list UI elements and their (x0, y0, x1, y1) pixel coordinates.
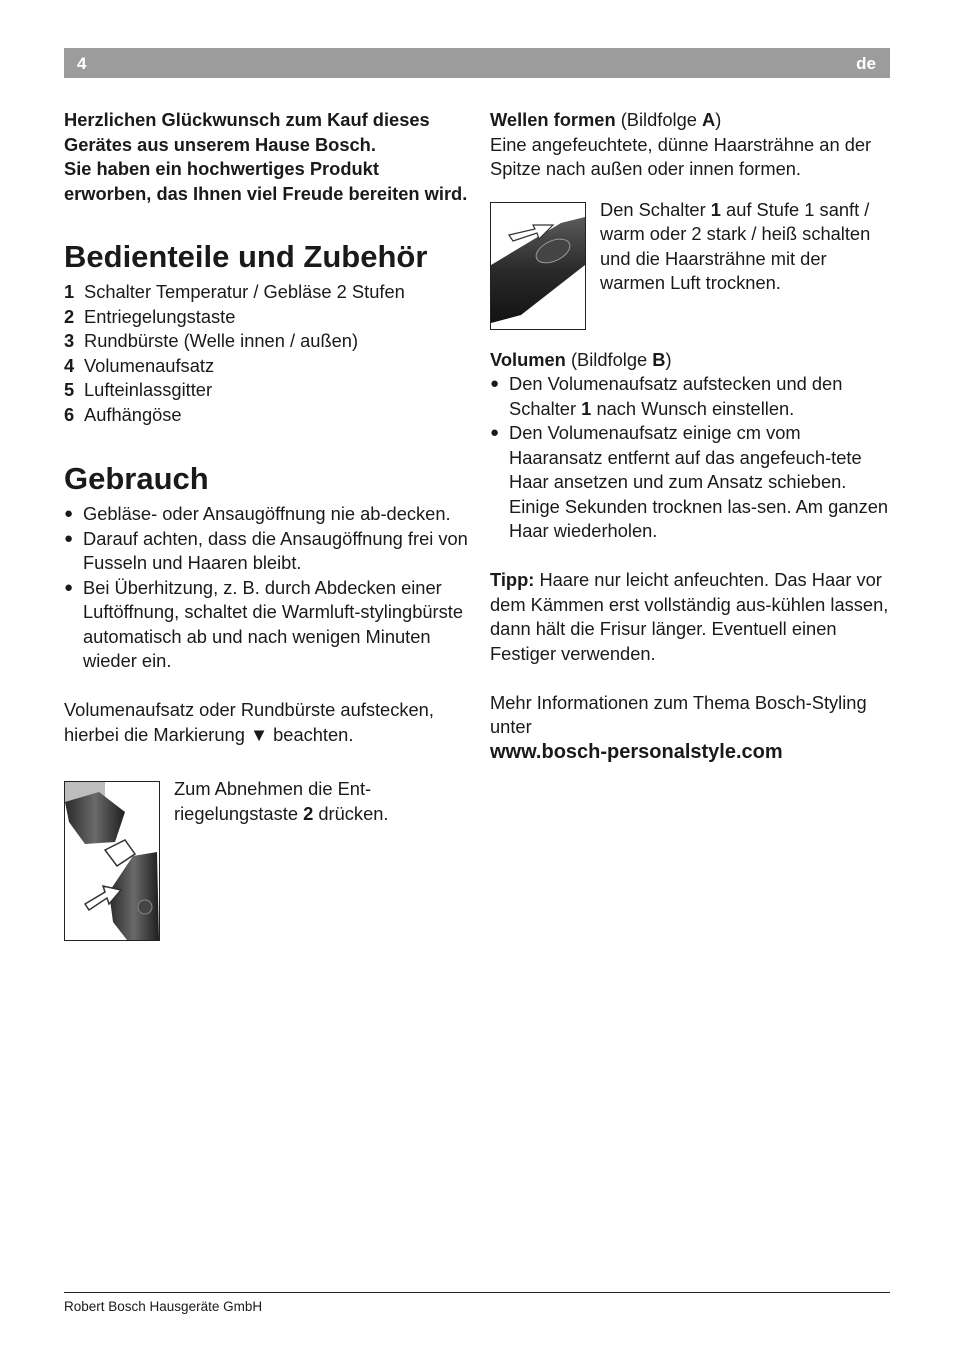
release-figure-row (64, 777, 468, 945)
left-column (64, 108, 468, 945)
item-label: Rundbürste (Welle innen / außen) (84, 330, 359, 351)
waves-description: Eine angefeuchtete, dünne Haarsträhne an der Spitze nach außen oder innen formen. (490, 133, 872, 179)
item-label: Aufhängöse (84, 403, 182, 425)
item-number: 2 (64, 305, 75, 327)
intro-congrats: Herzlichen Glückwunsch zum Kauf dieses Gerätes aus unserem Hause Bosch. (64, 109, 430, 155)
website-link[interactable]: www.bosch-personalstyle.com (490, 740, 783, 763)
list-item (64, 305, 468, 330)
waves-title: Wellen formen (490, 109, 616, 130)
release-illustration (64, 781, 160, 941)
usage-bullet: ● Darauf achten, dass die Ansaugöffnung frei von Fusseln und Haaren bleibt. (64, 527, 468, 576)
item-number: 1 (64, 281, 75, 302)
list-item (64, 329, 468, 354)
intro-product: Sie haben ein hochwertiges Produkt erworben, das Ihnen viel Freude bereiten wird. (64, 158, 468, 204)
usage-bullet: ● Bei Überhitzung, z. B. durch Abdecken einer Luftöffnung, schaltet die Warmluft-stylingbürste automatisch ab und nach wenigen Minuten wieder ein. (64, 576, 468, 674)
controls-heading: Bedienteile und Zubehör (64, 239, 428, 274)
usage-bullet: ● Gebläse- oder Ansaugöffnung nie ab-decken. (64, 502, 468, 527)
attach-instructions: Volumenaufsatz oder Rundbürste aufstecken, hierbei die Markierung ▼ beachten. (64, 699, 434, 745)
item-label: Lufteinlassgitter (84, 379, 213, 400)
waves-figure-row (490, 198, 894, 348)
tip-label: Tipp: (490, 569, 535, 590)
list-item (64, 378, 468, 403)
switch-instructions: Den Schalter 1 auf Stufe 1 sanft / warm oder 2 stark / heiß schalten und die Haarsträhne mit der warmen Luft trocknen. (600, 198, 871, 293)
footer-company: Robert Bosch Hausgeräte GmbH (64, 1299, 263, 1314)
usage-list (64, 502, 468, 674)
page-number: 4 (77, 54, 87, 73)
item-label: Schalter Temperatur / Gebläse 2 Stufen (84, 281, 405, 302)
header-bar (64, 48, 890, 78)
footer-divider (64, 1292, 890, 1293)
volume-list (490, 372, 894, 544)
volume-bullet: ● Den Volumenaufsatz aufstecken und den Schalter 1 nach Wunsch einstellen. (490, 372, 894, 421)
list-item (64, 354, 468, 379)
list-item (64, 403, 468, 428)
right-column (490, 108, 894, 764)
item-number: 4 (64, 354, 75, 376)
controls-list (64, 280, 468, 427)
list-item (64, 280, 468, 305)
switch-illustration (490, 202, 586, 330)
item-label: Entriegelungstaste (84, 305, 236, 327)
volume-title-line: Volumen (Bildfolge B) (490, 348, 672, 370)
tip-paragraph: Tipp: Haare nur leicht anfeuchten. Das Haar vor dem Kämmen erst vollständig aus-kühlen lassen, dann hält die Frisur länger. Eventuell einen Festiger verwenden. (490, 569, 889, 664)
waves-title-line: Wellen formen (Bildfolge A) (490, 109, 722, 130)
item-number: 3 (64, 330, 75, 351)
volume-bullet: ● Den Volumenaufsatz einige cm vom Haaransatz entfernt auf das angefeuch-tete Haar ansetzen und zum Ansatz schieben. Einige Sekunden trocknen las-sen. Am ganzen Haar wiederholen. (490, 421, 894, 544)
more-info-text: Mehr Informationen zum Thema Bosch-Styling unter (490, 691, 867, 737)
item-label: Volumenaufsatz (84, 354, 215, 376)
language-code: de (856, 54, 876, 73)
release-instructions: Zum Abnehmen die Ent-riegelungstaste 2 drücken. (174, 778, 389, 824)
volume-title: Volumen (490, 348, 566, 370)
item-number: 5 (64, 379, 75, 400)
item-number: 6 (64, 403, 75, 425)
usage-heading: Gebrauch (64, 461, 209, 496)
